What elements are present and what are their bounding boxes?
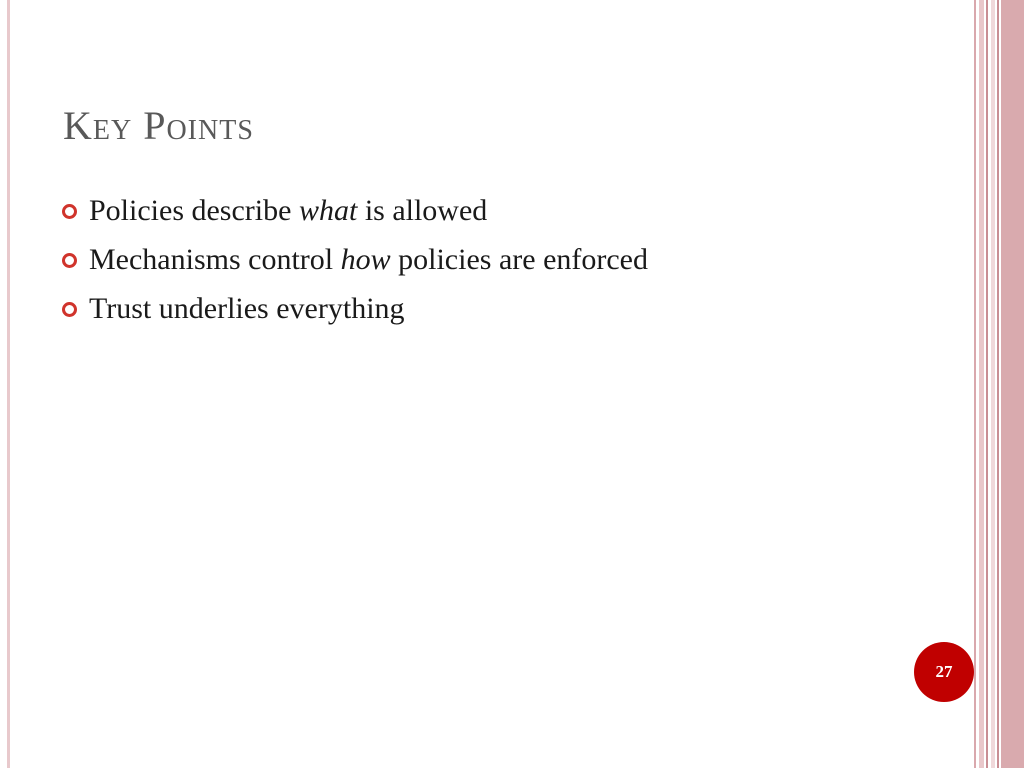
stripe (991, 0, 995, 768)
slide-number: 27 (935, 662, 953, 681)
bullet-text-after: policies are enforced (390, 242, 648, 276)
left-border (7, 0, 10, 768)
slide-number-badge (914, 642, 974, 702)
stripe (974, 0, 976, 768)
stripe (979, 0, 984, 768)
bullet-circle-icon (62, 253, 77, 268)
bullet-item (62, 235, 648, 284)
bullet-text-after: is allowed (357, 193, 488, 227)
bullet-circle-icon (62, 302, 77, 317)
bullet-list (62, 186, 648, 333)
stripe (1001, 0, 1024, 768)
bullet-circle-icon (62, 204, 77, 219)
bullet-text-before: Mechanisms control (89, 242, 341, 276)
bullet-text (89, 194, 487, 228)
bullet-item (62, 186, 648, 235)
bullet-text-emphasis: what (298, 193, 358, 227)
bullet-text-emphasis: how (340, 242, 391, 276)
bullet-text-before: Policies describe (89, 193, 299, 227)
stripe (997, 0, 999, 768)
slide-title: Key Points (63, 103, 254, 148)
bullet-item (62, 284, 648, 333)
bullet-text-before: Trust underlies everything (89, 291, 405, 325)
stripe (986, 0, 988, 768)
bullet-text (89, 243, 648, 277)
bullet-text (89, 292, 405, 326)
